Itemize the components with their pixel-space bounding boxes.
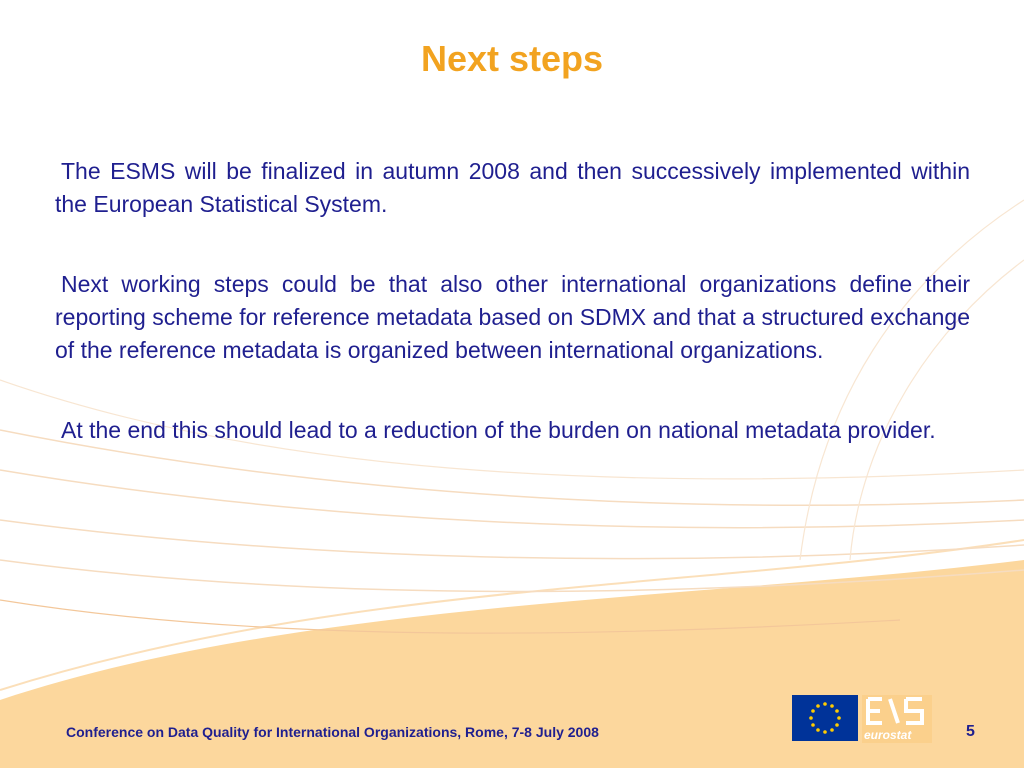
slide-body bbox=[55, 155, 970, 494]
paragraph-2: Next working steps could be that also other international organizations define their reporting scheme for reference metadata based on SDMX and that a structured exchange of the reference metadata is organized between international organizations. bbox=[55, 271, 970, 363]
footer-conference-text: Conference on Data Quality for International Organizations, Rome, 7-8 July 2008 bbox=[66, 724, 599, 740]
paragraph-3: At the end this should lead to a reduction of the burden on national metadata provider. bbox=[61, 417, 936, 443]
paragraph-1: The ESMS will be finalized in autumn 2008 and then successively implemented within the European Statistical System. bbox=[55, 158, 970, 217]
eurostat-logo-text: eurostat bbox=[864, 728, 912, 742]
eu-flag-icon bbox=[792, 695, 858, 741]
slide-title: Next steps bbox=[420, 38, 604, 79]
page-number: 5 bbox=[966, 723, 975, 740]
